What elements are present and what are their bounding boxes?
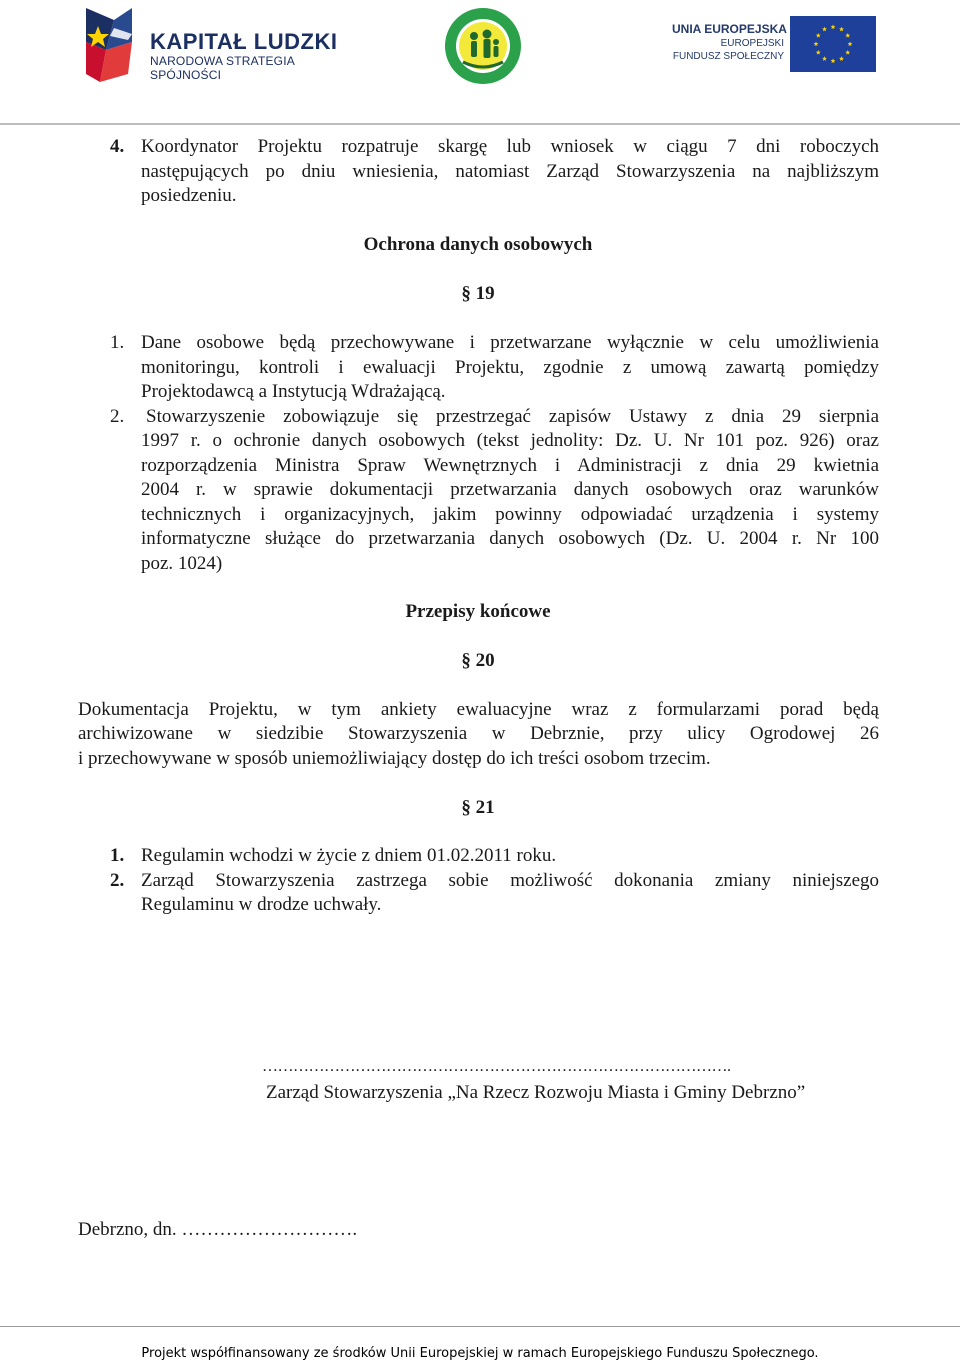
item-4-line-3: posiedzeniu.	[141, 185, 237, 206]
section-title-final-provisions: Przepisy końcowe	[405, 601, 551, 622]
association-emblem-icon	[443, 6, 523, 86]
signature-line: ……………………………………………………………………………….	[262, 1058, 731, 1075]
section-title-data-protection: Ochrona danych osobowych	[363, 234, 593, 255]
eu-line-3: FUNDUSZ SPOŁECZNY	[672, 51, 784, 62]
footer-note: Projekt współfinansowany ze środków Unii Europejskiej w ramach Europejskiego Funduszu Społecznego.	[141, 1346, 819, 1361]
page-header	[0, 0, 960, 110]
item-19-1-number: 1.	[110, 332, 125, 353]
item-19-2-line-3: rozporządzenia Ministra Spraw Wewnętrznych i Administracji z dnia 29 kwietnia	[141, 455, 879, 476]
paragraph-20-line-2: archiwizowane w siedzibie Stowarzyszenia w Debrznie, przy ulicy Ogrodowej 26	[78, 723, 879, 744]
kapital-ludzki-logo	[80, 4, 350, 84]
item-19-2-line-1: Stowarzyszenie zobowiązuje się przestrzegać zapisów Ustawy z dnia 29 sierpnia	[146, 406, 879, 427]
item-21-1-number: 1.	[110, 845, 125, 866]
kapital-ludzki-subtitle: NARODOWA STRATEGIA SPÓJNOŚCI	[150, 54, 295, 82]
paragraph-19-heading: § 19	[461, 283, 495, 304]
item-21-2-line-1: Zarząd Stowarzyszenia zastrzega sobie możliwość dokonania zmiany niniejszego	[141, 870, 879, 891]
item-19-2-line-5: technicznych i organizacyjnych, jakim powinny odpowiadać urządzenia i systemy	[141, 504, 879, 525]
signature-caption: Zarząd Stowarzyszenia „Na Rzecz Rozwoju Miasta i Gminy Debrzno”	[266, 1082, 806, 1103]
association-logo	[443, 6, 523, 86]
paragraph-21-heading: § 21	[461, 797, 495, 818]
item-19-2-line-6: informatyczne służące do przetwarzania danych osobowych (Dz. U. 2004 r. Nr 100	[141, 528, 879, 549]
place-date: Debrzno, dn. ……………………….	[78, 1219, 358, 1240]
item-4-number: 4.	[110, 136, 125, 157]
paragraph-20-heading: § 20	[461, 650, 495, 671]
eu-line-2: EUROPEJSKI	[720, 38, 784, 49]
item-19-2-line-2: 1997 r. o ochronie danych osobowych (tekst jednolity: Dz. U. Nr 101 poz. 926) oraz	[141, 430, 879, 451]
paragraph-20-line-3: i przechowywane w sposób uniemożliwiający dostęp do ich treści osobom trzecim.	[78, 748, 711, 769]
item-21-1-text: Regulamin wchodzi w życie z dniem 01.02.2011 roku.	[141, 845, 557, 866]
item-19-2-number: 2.	[110, 406, 125, 427]
footer-divider	[0, 1326, 960, 1327]
eu-logo	[672, 16, 882, 76]
item-4-line-1: Koordynator Projektu rozpatruje skargę lub wniosek w ciągu 7 dni roboczych	[141, 136, 879, 157]
item-19-2-line-4: 2004 r. w sprawie dokumentacji przetwarzania danych osobowych oraz warunków	[141, 479, 879, 500]
item-19-2-line-7: poz. 1024)	[141, 553, 223, 574]
paragraph-20-line-1: Dokumentacja Projektu, w tym ankiety ewaluacyjne wraz z formularzami porad będą	[78, 699, 879, 720]
item-21-2-number: 2.	[110, 870, 125, 891]
item-19-1-line-1: Dane osobowe będą przechowywane i przetwarzane wyłącznie w celu umożliwienia	[141, 332, 879, 353]
item-19-1-line-2: monitoringu, kontroli i ewaluacji Projektu, zgodnie z umową zawartą pomiędzy	[141, 357, 879, 378]
header-divider	[0, 123, 960, 125]
kapital-ludzki-emblem-icon	[80, 4, 146, 84]
kapital-ludzki-title: KAPITAŁ LUDZKI	[150, 29, 338, 54]
item-19-1-line-3: Projektodawcą a Instytucją Wdrażającą.	[141, 381, 446, 402]
eu-line-1: UNIA EUROPEJSKA	[672, 22, 787, 36]
item-4-line-2: następujących po dniu wniesienia, natomiast Zarząd Stowarzyszenia na najbliższym	[141, 161, 879, 182]
eu-flag-icon	[790, 16, 876, 72]
item-21-2-line-2: Regulaminu w drodze uchwały.	[141, 894, 382, 915]
